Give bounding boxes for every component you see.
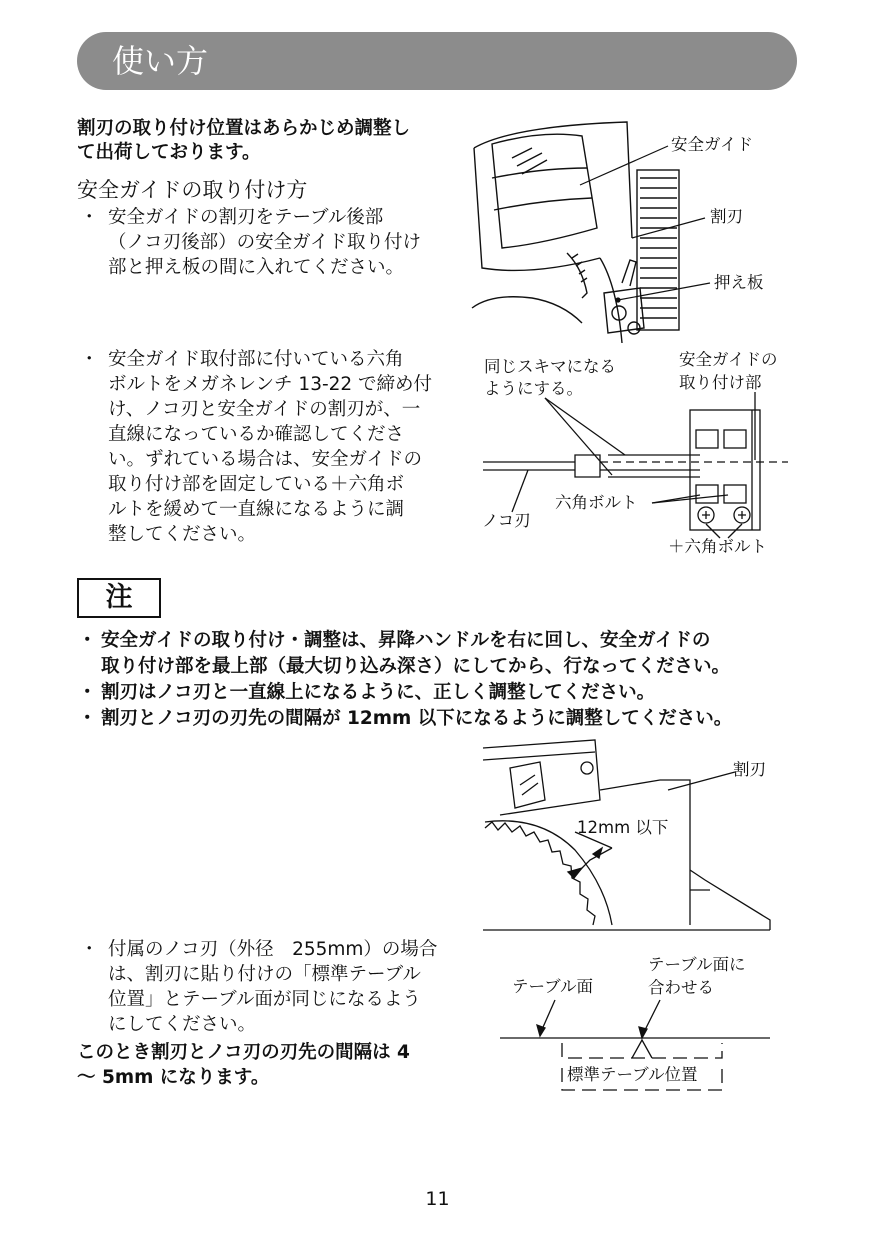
bullet-dot: ・ [78,708,97,729]
bullet-dot: ・ [78,682,97,703]
label-mount-2: 取り付け部 [679,373,762,392]
label-saw-blade: ノコ刃 [482,511,531,530]
bullet-line: 直線になっているか確認してくださ [108,424,405,445]
label-gap-12mm: 12mm 以下 [577,818,669,837]
note-line: 割刃はノコ刃と一直線上になるように、正しく調整してください。 [101,682,656,703]
label-riving-knife-2: 割刃 [733,760,766,779]
bullet-line: 部と押え板の間に入れてください。 [108,257,405,278]
note-line: 取り付け部を最上部（最大切り込み深さ）にしてから、行なってください。 [101,656,731,677]
label-press-plate: 押え板 [714,273,764,292]
label-same-gap-2: ようにする。 [484,379,583,398]
label-align-2: 合わせる [648,978,714,997]
label-hex-bolt: 六角ボルト [555,493,638,512]
section-heading: 安全ガイドの取り付け方 [77,178,308,202]
bullet-dot: ・ [78,630,97,651]
label-plus-hex-bolt: ＋六角ボルト [668,537,767,556]
bullet-line: け、ノコ刃と安全ガイドの割刃が、一 [108,399,421,420]
gap-note-line: ～ 5mm になります。 [77,1067,270,1088]
label-standard-table-position: 標準テーブル位置 [567,1065,698,1084]
note-line: 割刃とノコ刃の刃先の間隔が 12mm 以下になるように調整してください。 [101,708,733,729]
bullet-dot: ・ [80,939,99,960]
page-title: 使い方 [112,42,209,80]
page-number: 11 [425,1188,450,1210]
label-table-surface: テーブル面 [512,977,594,996]
bullet-line: にしてください。 [108,1014,257,1035]
label-safety-guide: 安全ガイド [671,135,754,154]
bullet-line: ルトを緩めて一直線になるように調 [108,499,405,520]
bullet-line: 位置」とテーブル面が同じになるよう [108,989,421,1010]
bullet-line: 取り付け部を固定している＋六角ボ [108,474,405,495]
gap-note-line: このとき割刃とノコ刃の刃先の間隔は 4 [77,1042,410,1063]
bullet-dot: ・ [80,207,99,228]
label-align-1: テーブル面に [648,955,746,974]
note-box: 注 [77,578,161,618]
intro-line: て出荷しております。 [77,142,261,163]
label-same-gap-1: 同じスキマになる [484,357,616,376]
bullet-dot: ・ [80,349,99,370]
note-line: 安全ガイドの取り付け・調整は、昇降ハンドルを右に回し、安全ガイドの [101,630,711,651]
bullet-line: 付属のノコ刃（外径 255mm）の場合 [108,939,438,960]
bullet-line: 整してください。 [108,524,257,545]
bullet-line: は、割刃に貼り付けの「標準テーブル [108,964,421,985]
bullet-line: ボルトをメガネレンチ 13-22 で締め付 [108,374,433,395]
label-mount-1: 安全ガイドの [679,350,778,369]
bullet-line: 安全ガイド取付部に付いている六角 [108,349,404,370]
bullet-line: い。ずれている場合は、安全ガイドの [108,449,422,470]
bullet-line: （ノコ刃後部）の安全ガイド取り付け [108,232,422,253]
bullet-line: 安全ガイドの割刃をテーブル後部 [108,207,384,228]
intro-line: 割刃の取り付け位置はあらかじめ調整し [77,118,411,139]
label-riving-knife: 割刃 [710,207,743,226]
